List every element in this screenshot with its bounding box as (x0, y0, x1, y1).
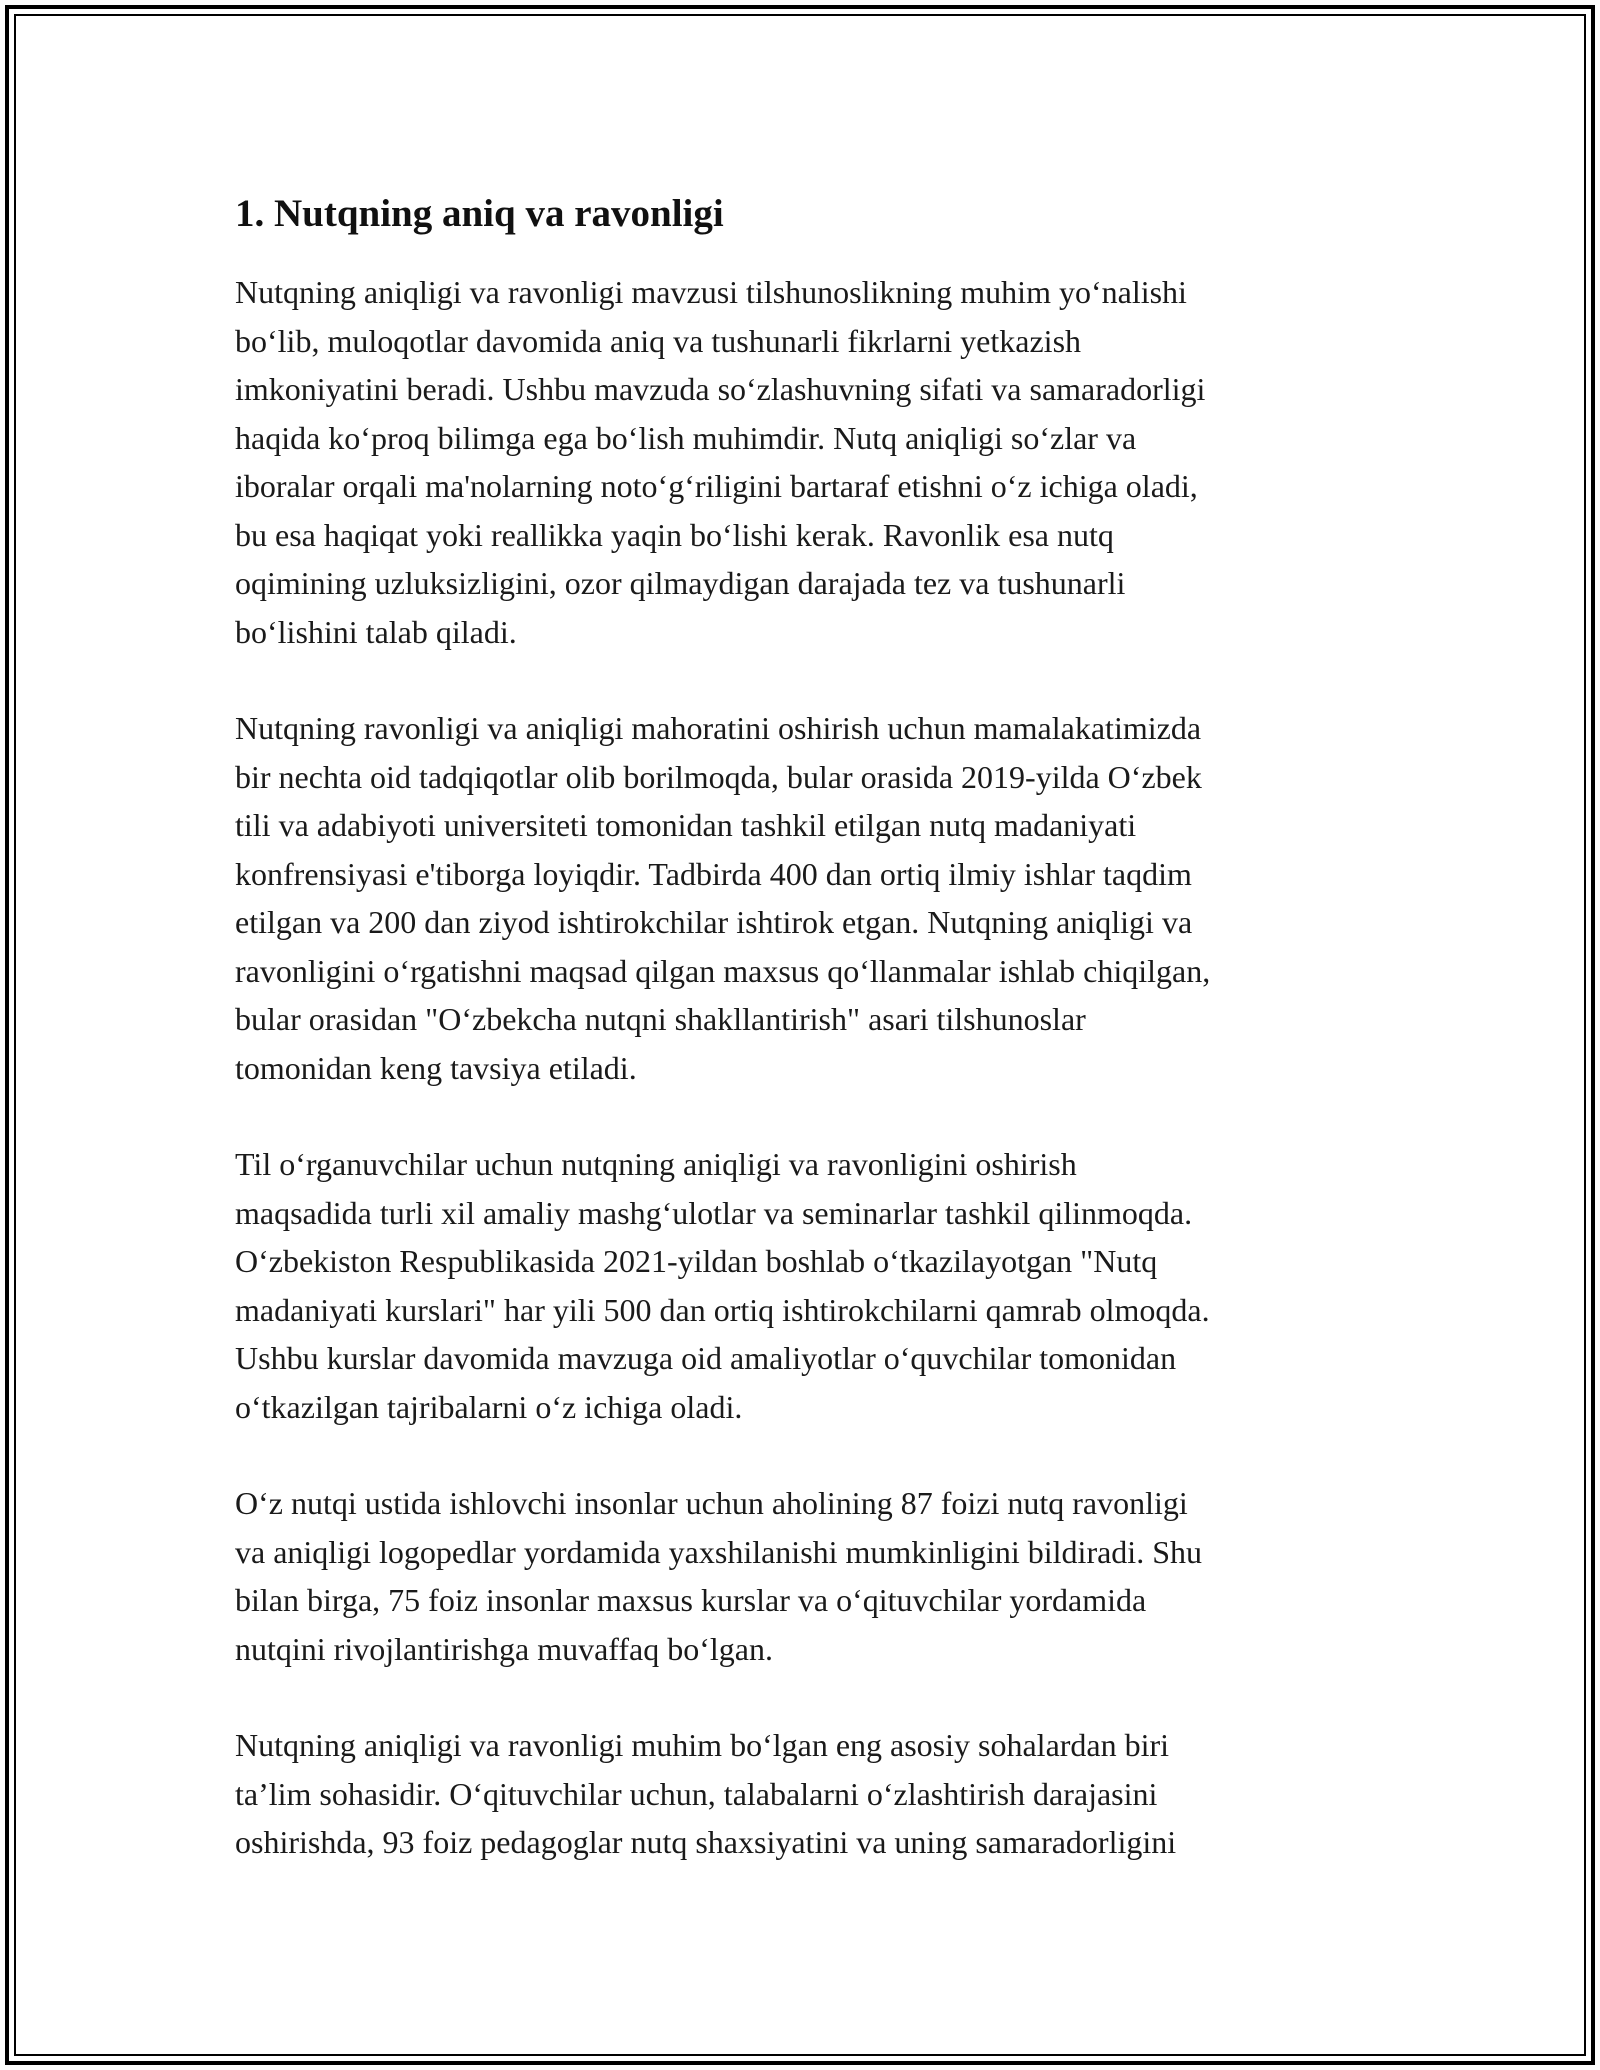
paragraph-1: Nutqning aniqligi va ravonligi mavzusi tilshunoslikning muhim yo‘nalishi bo‘lib, muloqotlar davomida aniq va tushunarli fikrlarni yetkazish imkoniyatini beradi. Ushbu mavzuda so‘zlashuvning sifati va samaradorligi haqida ko‘proq bilimga ega bo‘lish muhimdir. Nutq aniqligi so‘zlar va iboralar orqali ma'nolarning noto‘g‘riligini bartaraf etishni o‘z ichiga oladi, bu esa haqiqat yoki reallikka yaqin bo‘lishi kerak. Ravonlik esa nutq oqimining uzluksizligini, ozor qilmaydigan darajada tez va tushunarli bo‘lishini talab qiladi. (235, 274, 1206, 650)
paragraph-2: Nutqning ravonligi va aniqligi mahoratini oshirish uchun mamalakatimizda bir nechta oid tadqiqotlar olib borilmoqda, bular orasida 2019-yilda O‘zbek tili va adabiyoti universiteti tomonidan tashkil etilgan nutq madaniyati konfrensiyasi e'tiborga loyiqdir. Tadbirda 400 dan ortiq ilmiy ishlar taqdim etilgan va 200 dan ziyod ishtirokchilar ishtirok etgan. Nutqning aniqligi va ravonligini o‘rgatishni maqsad qilgan maxsus qo‘llanmalar ishlab chiqilgan, bular orasidan "O‘zbekcha nutqni shakllantirish" asari tilshunoslar tomonidan keng tavsiya etiladi. (235, 710, 1211, 1086)
paragraph-3: Til o‘rganuvchilar uchun nutqning aniqligi va ravonligini oshirish maqsadida turli xil amaliy mashg‘ulotlar va seminarlar tashkil qilinmoqda. O‘zbekiston Respublikasida 2021-yildan boshlab o‘tkazilayotgan "Nutq madaniyati kurslari" har yili 500 dan ortiq ishtirokchilarni qamrab olmoqda. Ushbu kurslar davomida mavzuga oid amaliyotlar o‘quvchilar tomonidan o‘tkazilgan tajribalarni o‘z ichiga oladi. (235, 1146, 1210, 1425)
paragraph-4: O‘z nutqi ustida ishlovchi insonlar uchun aholining 87 foizi nutq ravonligi va aniqligi logopedlar yordamida yaxshilanishi mumkinligini bildiradi. Shu bilan birga, 75 foiz insonlar maxsus kurslar va o‘qituvchilar yordamida nutqini rivojlantirishga muvaffaq bo‘lgan. (235, 1485, 1202, 1667)
document-body (235, 186, 1365, 1915)
section-heading: 1. Nutqning aniq va ravonligi (235, 192, 724, 235)
paragraph-5: Nutqning aniqligi va ravonligi muhim bo‘lgan eng asosiy sohalardan biri ta’lim sohasidir. O‘qituvchilar uchun, talabalarni o‘zlashtirish darajasini oshirishda, 93 foiz pedagoglar nutq shaxsiyatini va uning samaradorligini (235, 1727, 1177, 1860)
